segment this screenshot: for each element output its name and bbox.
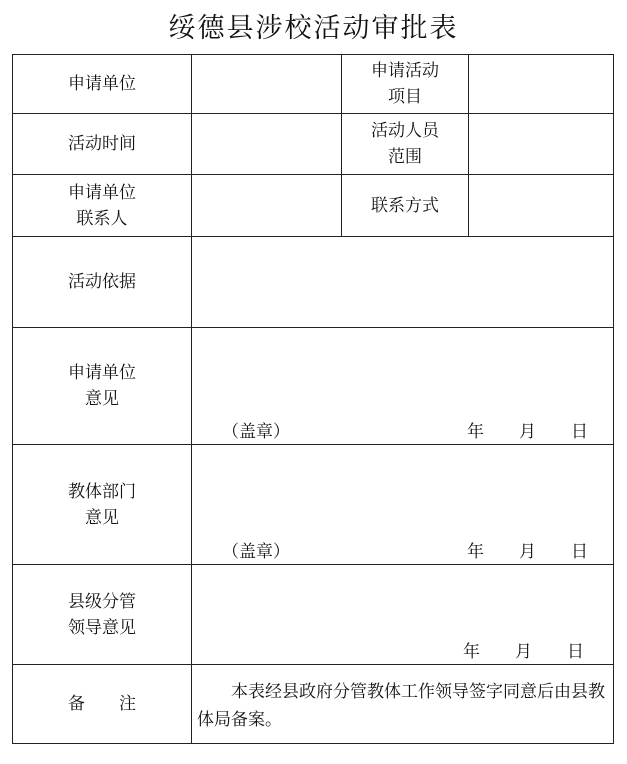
form-title: 绥德县涉校活动审批表 [168,13,459,44]
day-label: 日 [567,642,584,662]
activity-time-value[interactable] [192,114,341,174]
year-label: 年 [463,642,480,662]
edu-opinion-label: 教体部门 意见 [68,481,136,528]
seal-label: （盖章） [222,422,290,442]
year-label: 年 [467,422,484,442]
contact-person-value[interactable] [192,175,341,236]
applicant-unit-label: 申请单位 [68,74,136,94]
remarks-text: 本表经县政府分管教体工作领导签字同意后由县教体局备案。 [197,682,605,730]
activity-time-label: 活动时间 [68,134,136,154]
participants-label: 活动人员 范围 [371,121,439,167]
unit-opinion-label: 申请单位 意见 [68,363,136,409]
contact-method-label: 联系方式 [371,195,439,216]
day-label: 日 [571,542,588,562]
contact-method-value[interactable] [469,175,613,236]
remarks-label: 备 注 [68,694,136,714]
edu-opinion-value[interactable] [192,445,613,564]
participants-value[interactable] [469,114,613,174]
unit-opinion-value[interactable] [192,328,613,444]
activity-item-label: 申请活动 项目 [371,61,439,107]
seal-label: （盖章） [222,542,290,562]
month-label: 月 [519,542,536,562]
year-label: 年 [467,542,484,562]
county-opinion-value[interactable] [192,565,613,664]
contact-person-label: 申请单位 联系人 [68,182,136,229]
activity-basis-label: 活动依据 [68,272,136,292]
day-label: 日 [571,422,588,442]
county-opinion-label: 县级分管 领导意见 [68,591,136,638]
activity-item-value[interactable] [469,55,613,113]
month-label: 月 [519,422,536,442]
applicant-unit-value[interactable] [192,55,341,113]
approval-form-table [12,54,614,744]
month-label: 月 [515,642,532,662]
activity-basis-value[interactable] [192,237,613,327]
